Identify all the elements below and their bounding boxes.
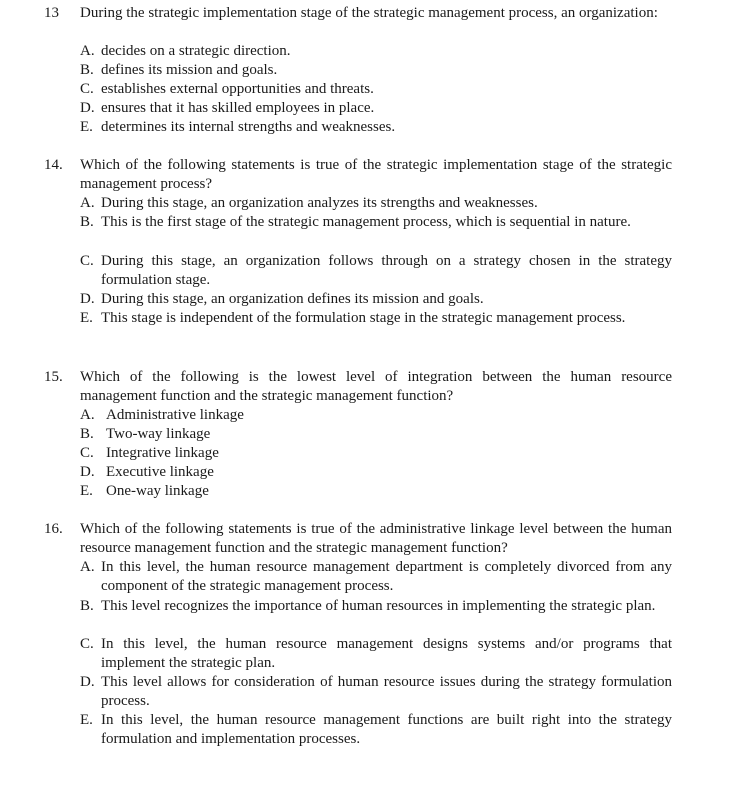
question-stem: Which of the following statements is true of the administrative linkage level between the human resource management function and the strategic management function? (80, 521, 672, 556)
option-letter: B. (80, 598, 94, 614)
option-text: In this level, the human resource management department is completely divorced from any component of the strategic management process. (101, 559, 672, 594)
question-stem: During the strategic implementation stage of the strategic management process, an organization: (80, 5, 658, 21)
option-text: defines its mission and goals. (101, 62, 278, 78)
option-letter: B. (80, 426, 94, 442)
option-text: This level allows for consideration of human resource issues during the strategy formulation process. (101, 674, 672, 709)
question-stem: Which of the following is the lowest level of integration between the human resource management function and the strategic management function? (80, 369, 672, 404)
question-stem: Which of the following statements is true of the strategic implementation stage of the strategic management process? (80, 157, 672, 192)
question-number: 13 (44, 5, 59, 21)
option-letter: E. (80, 712, 93, 728)
option-letter: B. (80, 62, 94, 78)
option-text: During this stage, an organization analyzes its strengths and weaknesses. (101, 195, 538, 211)
option-letter: A. (80, 43, 95, 59)
option-letter: E. (80, 310, 93, 326)
option-text: Two-way linkage (106, 426, 211, 442)
option-letter: A. (80, 195, 95, 211)
option-text: Executive linkage (106, 464, 214, 480)
option-text: During this stage, an organization defines its mission and goals. (101, 291, 484, 307)
option-letter: D. (80, 464, 95, 480)
option-text: ensures that it has skilled employees in place. (101, 100, 375, 116)
question-number: 14. (44, 157, 63, 173)
option-text: This stage is independent of the formulation stage in the strategic management process. (101, 310, 626, 326)
option-letter: C. (80, 253, 94, 269)
option-text: determines its internal strengths and weaknesses. (101, 119, 396, 135)
option-letter: C. (80, 81, 94, 97)
option-letter: B. (80, 214, 94, 230)
option-letter: D. (80, 100, 95, 116)
option-letter: C. (80, 636, 94, 652)
option-letter: C. (80, 445, 94, 461)
option-text: In this level, the human resource management designs systems and/or programs that implement the strategic plan. (101, 636, 672, 671)
option-text: establishes external opportunities and threats. (101, 81, 374, 97)
option-text: In this level, the human resource management functions are built right into the strategy formulation and implementation processes. (101, 712, 672, 747)
option-letter: A. (80, 559, 95, 575)
option-text: Administrative linkage (106, 407, 244, 423)
option-letter: E. (80, 119, 93, 135)
option-text: decides on a strategic direction. (101, 43, 291, 59)
question-number: 15. (44, 369, 63, 385)
option-text: Integrative linkage (106, 445, 219, 461)
option-text: This is the first stage of the strategic management process, which is sequential in nature. (101, 214, 631, 230)
question-number: 16. (44, 521, 63, 537)
option-letter: E. (80, 483, 93, 499)
option-letter: D. (80, 291, 95, 307)
option-letter: A. (80, 407, 95, 423)
option-text: During this stage, an organization follows through on a strategy chosen in the strategy formulation stage. (101, 253, 672, 288)
option-text: One-way linkage (106, 483, 209, 499)
option-letter: D. (80, 674, 95, 690)
option-text: This level recognizes the importance of human resources in implementing the strategic plan. (101, 598, 656, 614)
